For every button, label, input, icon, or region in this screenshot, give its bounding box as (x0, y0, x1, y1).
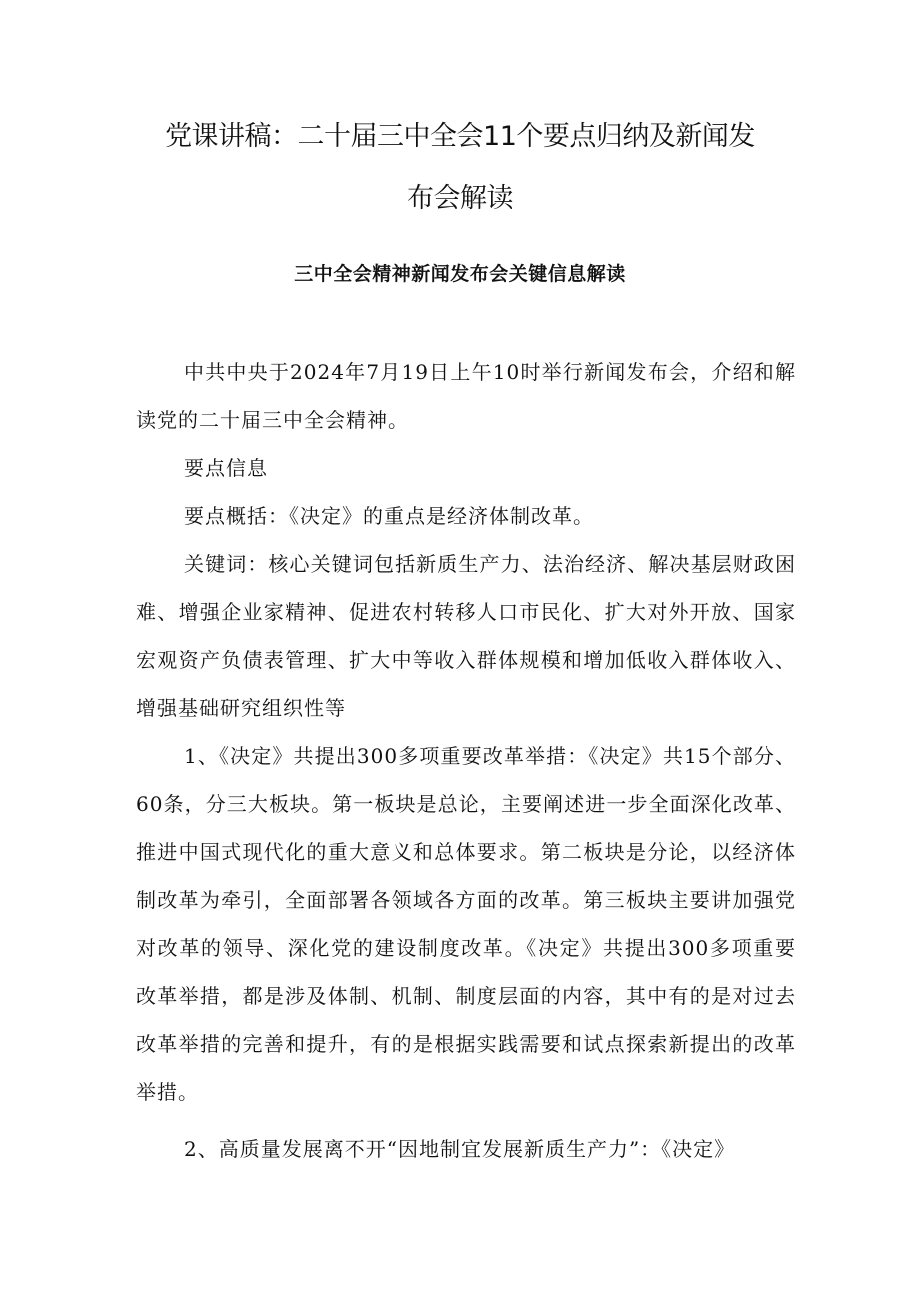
paragraph-point-2: 2、高质量发展离不开“因地制宜发展新质生产力”：《决定》 (184, 1137, 736, 1161)
paragraph-summary: 要点概括：《决定》的重点是经济体制改革。 (184, 504, 594, 528)
document-title-line-2: 布会解读 (407, 183, 513, 214)
document-title-line-1: 党课讲稿：二十届三中全会11个要点归纳及新闻发 (165, 121, 755, 152)
section-heading: 三中全会精神新闻发布会关键信息解读 (294, 263, 626, 285)
paragraph-keywords: 关键词：核心关键词包括新质生产力、法治经济、解决基层财政困难、增强企业家精神、促进农村转移人口市民化、扩大对外开放、国家宏观资产负债表管理、扩大中等收入群体规模和增加低收入群体收入、增强基础研究组织性等 (136, 552, 796, 720)
paragraph-point-1: 1、《决定》共提出300多项重要改革举措：《决定》共15个部分、60条，分三大板块。第一板块是总论，主要阐述进一步全面深化改革、推进中国式现代化的重大意义和总体要求。第二板块是分论，以经济体制改革为牵引，全面部署各领域各方面的改革。第三板块主要讲加强党对改革的领导、深化党的建设制度改革。《决定》共提出300多项重要改革举措，都是涉及体制、机制、制度层面的内容，其中有的是对过去改革举措的完善和提升，有的是根据实践需要和试点探索新提出的改革举措。 (136, 744, 796, 1104)
paragraph-key-info-heading: 要点信息 (184, 456, 268, 480)
paragraph-intro: 中共中央于2024年7月19日上午10时举行新闻发布会，介绍和解读党的二十届三中全会精神。 (136, 360, 796, 432)
